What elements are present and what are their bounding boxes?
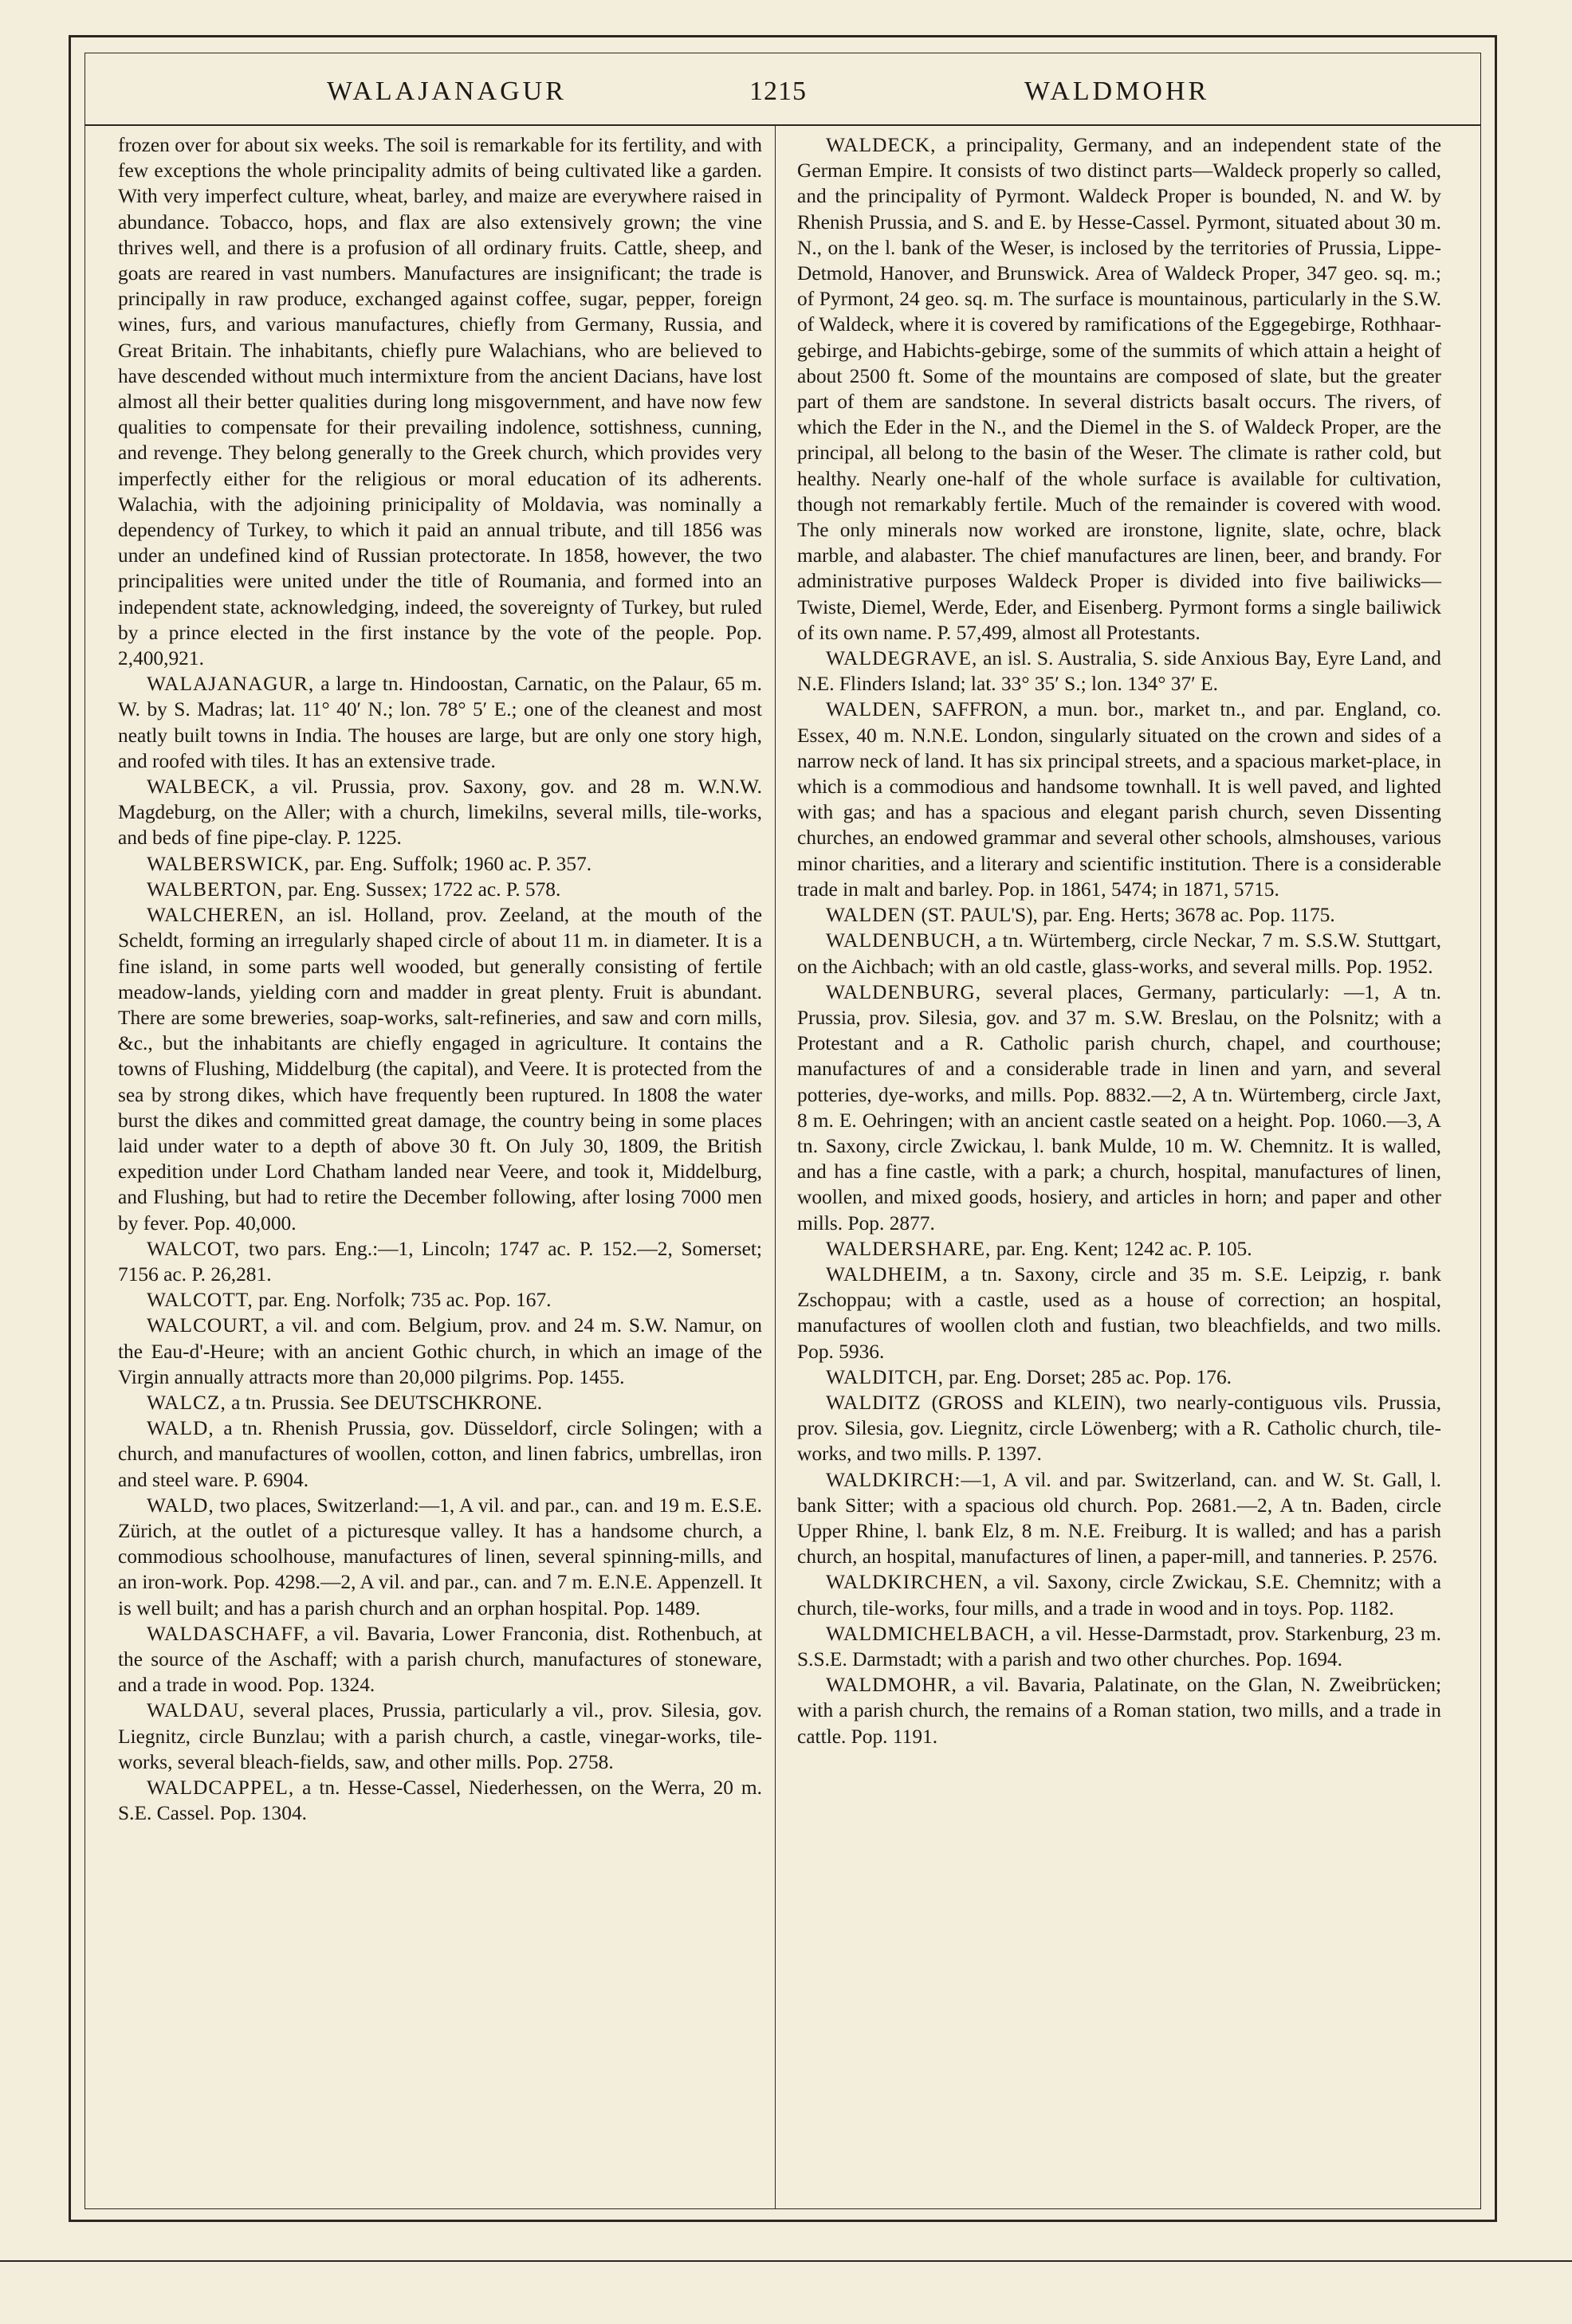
- entry: WALD, two places, Switzerland:—1, A vil. and par., can. and 19 m. E.S.E. Zürich, at the outlet of a picturesque valley. It has a handsome church, a commodious schoolhouse, manufactures of linen, several spinning-mills, and an iron-work. Pop. 4298.—2, A vil. and par., can. and 7 m. E.N.E. Appenzell. It is well built; and has a parish church and an orphan hospital. Pop. 1489.: [118, 1494, 762, 1619]
- entry: WALDKIRCHEN, a vil. Saxony, circle Zwickau, S.E. Chemnitz; with a church, tile-works, four mills, and a trade in wood and in toys. Pop. 1182.: [797, 1571, 1441, 1619]
- entry-headword: WALDHEIM,: [826, 1262, 949, 1286]
- entry-headword: WALDENBURG,: [826, 980, 982, 1003]
- entry-headword: WALDMOHR,: [826, 1674, 957, 1697]
- entry-headword: WALCOTT,: [147, 1289, 253, 1312]
- entry: WALBERSWICK, par. Eng. Suffolk; 1960 ac. P. 357.: [147, 852, 592, 875]
- entry-headword: WALD,: [147, 1417, 214, 1440]
- entry-headword: WALCOURT,: [147, 1314, 269, 1337]
- running-header: [96, 77, 1467, 124]
- entry-headword: WALDITCH,: [826, 1365, 944, 1388]
- entry-headword: WALCZ,: [147, 1391, 226, 1414]
- entry: WALDCAPPEL, a tn. Hesse-Cassel, Niederhessen, on the Werra, 20 m. S.E. Cassel. Pop. 1304.: [118, 1776, 762, 1825]
- column-divider: [775, 124, 776, 2209]
- page-bottom-rule: [0, 2260, 1572, 2262]
- header-left-guideword: WALAJANAGUR: [327, 77, 567, 106]
- right-column: [797, 132, 1441, 1749]
- entry-headword: WALDCAPPEL,: [147, 1776, 295, 1799]
- entry: WALCOURT, a vil. and com. Belgium, prov. and 24 m. S.W. Namur, on the Eau-d'-Heure; with an ancient Gothic church, in which an image of the Virgin annually attracts more than 20,000 pilgrims. Pop. 1455.: [118, 1314, 762, 1388]
- entry-headword: WALDASCHAFF,: [147, 1622, 309, 1645]
- entry: WALDEN, SAFFRON, a mun. bor., market tn., and par. England, co. Essex, 40 m. N.N.E. London, singularly situated on the crown and sides of a narrow neck of land. It has six principal streets, and a spacious market-place, in which is a commodious and handsome townhall. It is well paved, and lighted with gas; and has a spacious and elegant parish church, seven Dissenting churches, an endowed grammar and several other schools, almshouses, various minor charities, and a literary and scientific institution. There is a considerable trade in malt and barley. Pop. in 1861, 5474; in 1871, 5715.: [797, 698, 1441, 901]
- left-column: [118, 132, 762, 1826]
- entry-headword: WALCHEREN,: [147, 904, 285, 927]
- entry: WALDEGRAVE, an isl. S. Australia, S. side Anxious Bay, Eyre Land, and N.E. Flinders Island; lat. 33° 35′ S.; lon. 134° 37′ E.: [797, 647, 1441, 696]
- entry-headword: WALDEGRAVE,: [826, 647, 978, 670]
- entry-headword: WALDECK,: [826, 134, 937, 156]
- entry: WALD, a tn. Rhenish Prussia, gov. Düsseldorf, circle Solingen; with a church, and manufactures of woollen, cotton, and linen fabrics, umbrellas, iron and steel ware. P. 6904.: [118, 1417, 762, 1491]
- entry-headword: WALDAU,: [147, 1699, 246, 1722]
- entry: WALDKIRCH:—1, A vil. and par. Switzerland, can. and W. St. Gall, l. bank Sitter; with a spacious old church. Pop. 2681.—2, A tn. Baden, circle Upper Rhine, l. bank Elz, 8 m. N.E. Freiburg. It is walled; and has a parish church, an hospital, manufactures of linen, a paper-mill, and tanneries. P. 2576.: [797, 1468, 1441, 1568]
- entry-headword: WALDERSHARE,: [826, 1237, 992, 1260]
- entry-headword: WALDKIRCH:: [826, 1468, 961, 1491]
- entry: WALDERSHARE, par. Eng. Kent; 1242 ac. P. 105.: [826, 1237, 1252, 1260]
- entry: WALBECK, a vil. Prussia, prov. Saxony, gov. and 28 m. W.N.W. Magdeburg, on the Aller; with a church, limekilns, several mills, tile-works, and beds of fine pipe-clay. P. 1225.: [118, 775, 762, 850]
- entry: WALCHEREN, an isl. Holland, prov. Zeeland, at the mouth of the Scheldt, forming an irregularly shaped circle of about 11 m. in diameter. It is a fine island, in some parts well wooded, but generally consisting of fertile meadow-lands, yielding corn and madder in great plenty. Fruit is abundant. There are some breweries, soap-works, salt-refineries, and saw and corn mills, &c., but the inhabitants are chiefly engaged in agriculture. It contains the towns of Flushing, Middelburg (the capital), and Veere. It is protected from the sea by strong dikes, which have frequently been ruptured. In 1808 the water burst the dikes and committed great damage, the country being in some places laid under water to a depth of above 30 ft. On July 30, 1809, the British expedition under Lord Chatham landed near Veere, and took it, Middelburg, and Flushing, but had to retire the December following, after losing 7000 men by fever. Pop. 40,000.: [118, 904, 762, 1235]
- entry: WALDECK, a principality, Germany, and an independent state of the German Empire. It consists of two distinct parts—Waldeck properly so called, and the principality of Pyrmont. Waldeck Proper is bounded, N. and W. by Rhenish Prussia, and S. and E. by Hesse-Cassel. Pyrmont, situated about 30 m. N., on the l. bank of the Weser, is inclosed by the territories of Prussia, Lippe-Detmold, Hanover, and Brunswick. Area of Waldeck Proper, 347 geo. sq. m.; of Pyrmont, 24 geo. sq. m. The surface is mountainous, particularly in the S.W. of Waldeck, where it is covered by ramifications of the Eggegebirge, Rothhaar-gebirge, and Habichts-gebirge, some of the summits of which attain a height of about 2500 ft. Some of the mountains are composed of slate, but the greater part of them are sandstone. In several districts basalt occurs. The rivers, of which the Eder in the N., and the Diemel in the S. of Waldeck Proper, are the principal, all belong to the basin of the Weser. The climate is rather cold, but healthy. Nearly one-half of the whole surface is available for cultivation, though not remarkably fertile. Much of the remainder is covered with wood. The only minerals now worked are ironstone, lignite, slate, ochre, black marble, and alabaster. The chief manufactures are linen, beer, and brandy. For administrative purposes Waldeck Proper is divided into five bailiwicks—Twiste, Diemel, Werde, Eder, and Eisenberg. Pyrmont forms a single bailiwick of its own name. P. 57,499, almost all Protestants.: [797, 134, 1441, 644]
- entry: WALDMOHR, a vil. Bavaria, Palatinate, on the Glan, N. Zweibrücken; with a parish church, the remains of a Roman station, two mills, and a trade in cattle. Pop. 1191.: [797, 1674, 1441, 1748]
- entry-headword: WALDENBUCH,: [826, 929, 982, 952]
- entry: WALDHEIM, a tn. Saxony, circle and 35 m. S.E. Leipzig, r. bank Zschoppau; with a castle, used as a house of correction; an hospital, manufactures of woollen cloth and fustian, two bleachfields, and two mills. Pop. 5936.: [797, 1262, 1441, 1363]
- entry-headword: WALDITZ: [826, 1391, 922, 1414]
- entry: WALDEN (ST. PAUL'S), par. Eng. Herts; 3678 ac. Pop. 1175.: [826, 904, 1335, 927]
- header-right-guideword: WALDMOHR: [1024, 77, 1210, 106]
- entry-headword: WALBERTON,: [147, 877, 283, 901]
- entry: WALCZ, a tn. Prussia. See DEUTSCHKRONE.: [147, 1391, 543, 1414]
- entry-headword: WALBECK,: [147, 775, 257, 799]
- entry-headword: WALDKIRCHEN,: [826, 1571, 989, 1594]
- entry: WALDITZ (GROSS and KLEIN), two nearly-contiguous vils. Prussia, prov. Silesia, gov. Liegnitz, circle Löwenberg; with a R. Catholic church, tile-works, and two mills. P. 1397.: [797, 1391, 1441, 1466]
- entry: WALBERTON, par. Eng. Sussex; 1722 ac. P. 578.: [147, 877, 561, 901]
- entry: WALCOT, two pars. Eng.:—1, Lincoln; 1747 ac. P. 152.—2, Somerset; 7156 ac. P. 26,281.: [118, 1237, 762, 1286]
- entry: frozen over for about six weeks. The soil is remarkable for its fertility, and with few exceptions the whole principality admits of being cultivated like a garden. With very imperfect culture, wheat, barley, and maize are everywhere raised in abundance. Tobacco, hops, and flax are also extensively grown; the vine thrives well, and there is a profusion of all ordinary fruits. Cattle, sheep, and goats are reared in vast numbers. Manufactures are insignificant; the trade is principally in raw produce, exchanged against coffee, sugar, pepper, foreign wines, furs, and various manufactures, chiefly from Germany, Russia, and Great Britain. The inhabitants, chiefly pure Walachians, who are believed to have descended without much intermixture from the ancient Dacians, have lost almost all their better qualities during long misgovernment, and have now few qualities to compensate for their prevailing indolence, sottishness, cunning, and revenge. They belong generally to the Greek church, which provides very imperfectly either for the religious or moral education of its adherents. Walachia, with the adjoining prinicipality of Moldavia, was nominally a dependency of Turkey, to which it paid an annual tribute, and till 1856 was under an undefined kind of Russian protectorate. In 1858, however, the two principalities were united under the title of Roumania, and formed into an independent state, acknowledging, indeed, the sovereignty of Turkey, but ruled by a prince elected in the first instance by the vote of the people. Pop. 2,400,921.: [118, 134, 762, 670]
- entry: WALDENBUCH, a tn. Würtemberg, circle Neckar, 7 m. S.S.W. Stuttgart, on the Aichbach; with an old castle, glass-works, and several mills. Pop. 1952.: [797, 929, 1441, 978]
- entry-headword: WALDEN,: [826, 698, 922, 721]
- entry: WALAJANAGUR, a large tn. Hindoostan, Carnatic, on the Palaur, 65 m. W. by S. Madras; lat. 11° 40′ N.; lon. 78° 5′ E.; one of the cleanest and most neatly built towns in India. The houses are large, but are only one story high, and roofed with tiles. It has an extensive trade.: [118, 673, 762, 772]
- entry: WALDAU, several places, Prussia, particularly a vil., prov. Silesia, gov. Liegnitz, circle Bunzlau; with a parish church, a castle, vinegar-works, tile-works, several bleach-fields, saw, and other mills. Pop. 2758.: [118, 1699, 762, 1773]
- entry-headword: WALDEN: [826, 904, 917, 927]
- entry: WALCOTT, par. Eng. Norfolk; 735 ac. Pop. 167.: [147, 1289, 552, 1312]
- entry-headword: WALD,: [147, 1494, 214, 1517]
- entry: WALDASCHAFF, a vil. Bavaria, Lower Franconia, dist. Rothenbuch, at the source of the Aschaff; with a parish church, manufactures of stoneware, and a trade in wood. Pop. 1324.: [118, 1622, 762, 1697]
- entry-headword: WALCOT,: [147, 1237, 241, 1260]
- entry: WALDITCH, par. Eng. Dorset; 285 ac. Pop. 176.: [826, 1365, 1232, 1388]
- entry-headword: WALDMICHELBACH,: [826, 1622, 1036, 1645]
- header-rule: [84, 124, 1481, 126]
- entry: WALDMICHELBACH, a vil. Hesse-Darmstadt, prov. Starkenburg, 23 m. S.S.E. Darmstadt; with a parish and two other churches. Pop. 1694.: [797, 1622, 1441, 1670]
- entry-headword: WALBERSWICK,: [147, 852, 310, 875]
- entry-headword: WALAJANAGUR,: [147, 673, 315, 696]
- page-number: 1215: [749, 77, 807, 106]
- entry: WALDENBURG, several places, Germany, particularly: —1, A tn. Prussia, prov. Silesia, gov. and 37 m. S.W. Breslau, on the Polsnitz; with a Protestant and a R. Catholic parish church, chapel, and courthouse; manufactures of and a considerable trade in linen and yarn, and several potteries, dye-works, and mills. Pop. 8832.—2, A tn. Würtemberg, circle Jaxt, 8 m. E. Oehringen; with an ancient castle seated on a height. Pop. 1060.—3, A tn. Saxony, circle Zwickau, l. bank Mulde, 10 m. W. Chemnitz. It is walled, and has a fine castle, with a park; a church, hospital, manufactures of linen, woollen, and mixed goods, hosiery, and articles in horn; and paper and other mills. Pop. 2877.: [797, 980, 1441, 1235]
